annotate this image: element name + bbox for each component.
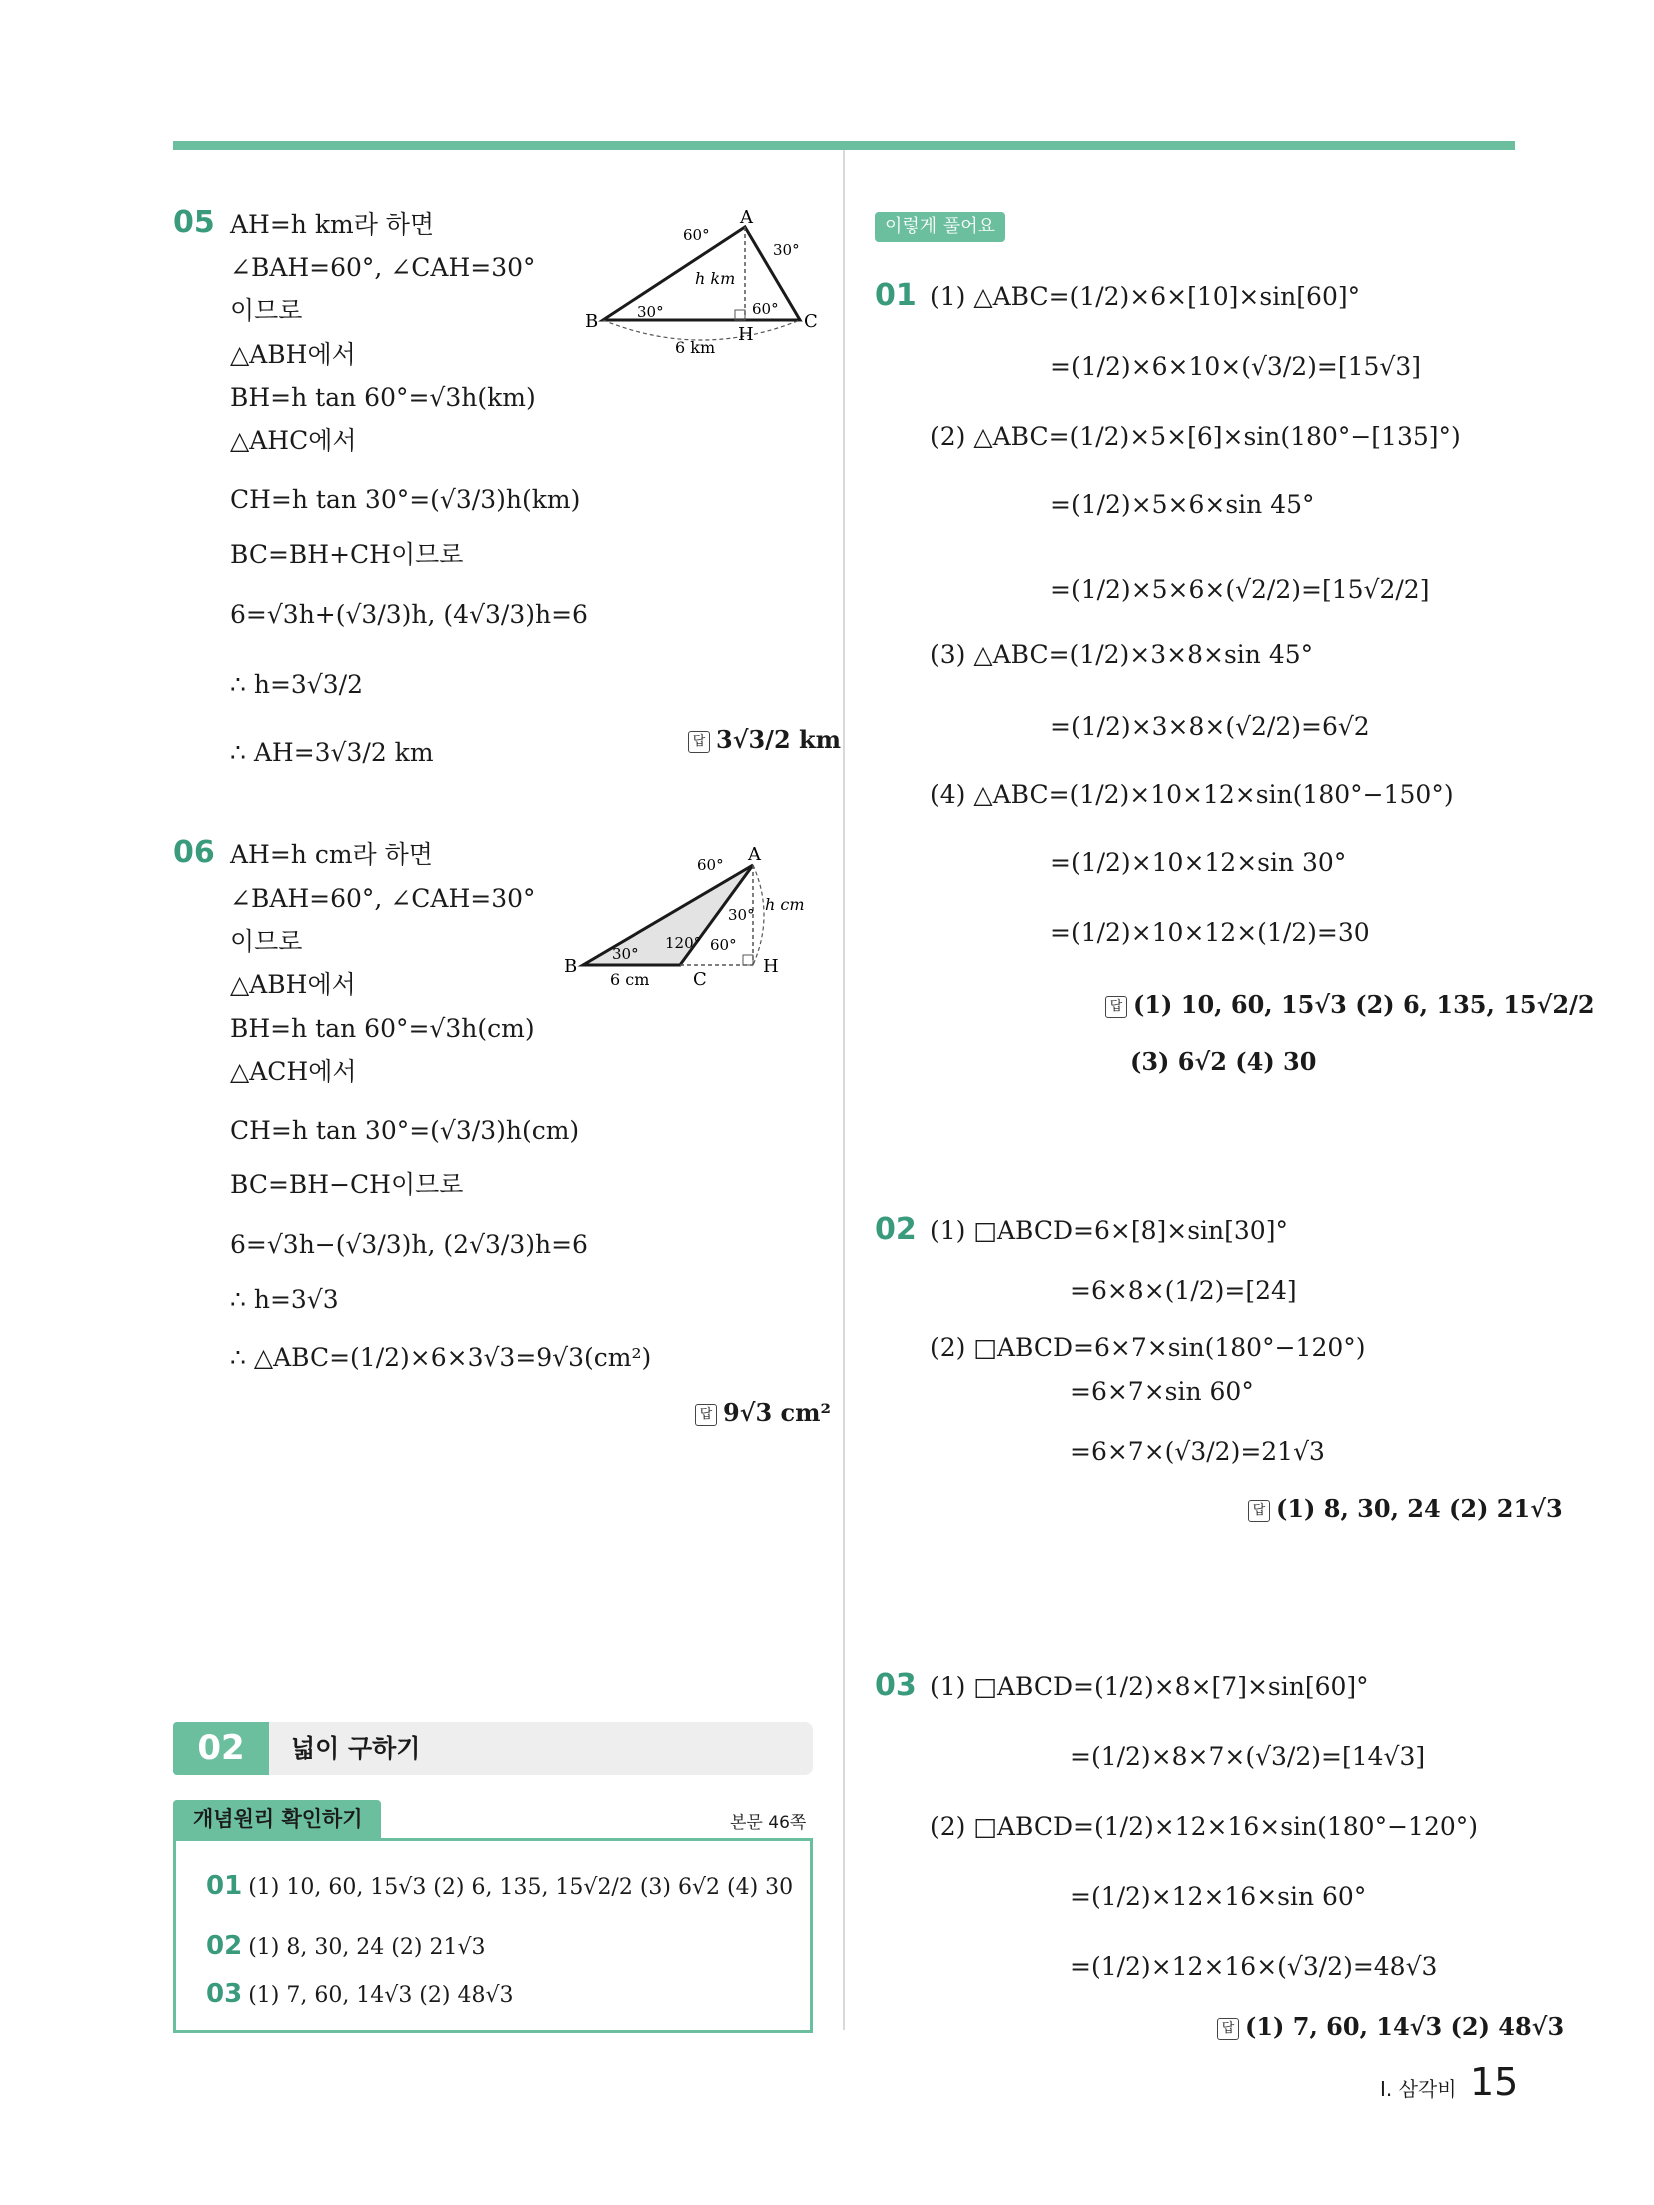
fig05-label-B: B <box>585 311 599 332</box>
p06-line: ∴ h=3√3 <box>230 1285 339 1314</box>
top-accent-bar <box>173 141 1515 150</box>
p05-triangle-figure <box>575 210 825 360</box>
p05-line: BH=h tan 60°=√3h(km) <box>230 383 536 412</box>
r01-line: (3) △ABC=(1/2)×3×8×sin 45° <box>930 640 1314 669</box>
concept-row <box>206 1931 485 1961</box>
fig06-label-B: B <box>564 956 578 977</box>
r02-answer-text: (1) 8, 30, 24 (2) 21√3 <box>1276 1494 1563 1523</box>
answer-icon: 답 <box>1217 2018 1239 2040</box>
fig05-label-H: H <box>738 324 754 345</box>
concept-row <box>206 1979 513 2009</box>
p05-line: 6=√3h+(√3/3)h, (4√3/3)h=6 <box>230 600 588 629</box>
r02-line: =6×7×sin 60° <box>1070 1377 1254 1406</box>
fig06-angle-c120: 120° <box>665 934 702 952</box>
fig06-label-C: C <box>693 969 707 990</box>
p05-line: ∴ h=3√3/2 <box>230 670 363 699</box>
fig05-label-C: C <box>804 311 818 332</box>
r01-line: =(1/2)×3×8×(√2/2)=6√2 <box>1050 712 1370 741</box>
p06-line: CH=h tan 30°=(√3/3)h(cm) <box>230 1116 580 1145</box>
p06-answer-text: 9√3 cm² <box>723 1398 832 1427</box>
p06-line: 이므로 <box>230 927 303 956</box>
section-title: 넓이 구하기 <box>269 1722 813 1775</box>
r03-line: =(1/2)×12×16×sin 60° <box>1070 1882 1367 1911</box>
r03-line: (2) □ABCD=(1/2)×12×16×sin(180°−120°) <box>930 1812 1479 1841</box>
p06-line: ∠BAH=60°, ∠CAH=30° <box>230 884 536 913</box>
fig06-angle-a30: 30° <box>728 906 755 924</box>
r01-line: =(1/2)×5×6×sin 45° <box>1050 490 1315 519</box>
r01-line: (1) △ABC=(1/2)×6×[10]×sin[60]° <box>930 282 1361 311</box>
concept-row-text: (1) 8, 30, 24 (2) 21√3 <box>248 1935 486 1960</box>
problem-05-number: 05 <box>173 205 215 240</box>
r01-line: =(1/2)×10×12×(1/2)=30 <box>1050 918 1370 947</box>
fig06-label-H: H <box>763 956 779 977</box>
fig06-angle-a60: 60° <box>697 856 724 874</box>
p06-line: 6=√3h−(√3/3)h, (2√3/3)h=6 <box>230 1230 588 1259</box>
r03-answer-text: (1) 7, 60, 14√3 (2) 48√3 <box>1245 2012 1565 2041</box>
r02-answer <box>1248 1494 1563 1523</box>
page-number: 15 <box>1470 2060 1519 2104</box>
fig06-label-A: A <box>748 844 761 865</box>
r03-answer <box>1217 2012 1564 2041</box>
r02-line: (2) □ABCD=6×7×sin(180°−120°) <box>930 1333 1366 1362</box>
p06-line: △ACH에서 <box>230 1057 357 1086</box>
r02-line: =6×8×(1/2)=[24] <box>1070 1276 1297 1305</box>
p05-line: △AHC에서 <box>230 426 357 455</box>
p06-line: BC=BH−CH이므로 <box>230 1170 464 1199</box>
problem-06-number: 06 <box>173 835 215 870</box>
concept-row-number: 01 <box>206 1871 243 1901</box>
fig06-height-label: h cm <box>765 895 805 914</box>
section-number: 02 <box>173 1722 269 1775</box>
answer-icon: 답 <box>695 1404 717 1426</box>
p05-answer <box>688 725 841 754</box>
fig05-label-A: A <box>740 210 753 228</box>
solution-02-number: 02 <box>875 1212 917 1247</box>
p06-answer <box>695 1398 831 1427</box>
p05-answer-text: 3√3/2 km <box>716 725 842 754</box>
chapter-label: I. 삼각비 <box>1380 2077 1457 2101</box>
fig06-angle-c60: 60° <box>710 936 737 954</box>
fig05-angle-c60: 60° <box>752 300 779 318</box>
p06-line: AH=h cm라 하면 <box>230 840 433 869</box>
r01-line: =(1/2)×5×6×(√2/2)=[15√2/2] <box>1050 575 1430 604</box>
concept-page-ref: 본문 46쪽 <box>730 1813 807 1833</box>
p05-line: 이므로 <box>230 296 303 325</box>
fig06-base-label: 6 cm <box>610 970 650 989</box>
r01-answer-line2: (3) 6√2 (4) 30 <box>1130 1047 1317 1076</box>
p05-line: ∴ AH=3√3/2 km <box>230 738 434 767</box>
r01-line: (4) △ABC=(1/2)×10×12×sin(180°−150°) <box>930 780 1454 809</box>
concept-box-header: 개념원리 확인하기 <box>173 1800 381 1838</box>
r02-line: =6×7×(√3/2)=21√3 <box>1070 1437 1325 1466</box>
r01-answer-text: (1) 10, 60, 15√3 (2) 6, 135, 15√2/2 <box>1133 990 1595 1019</box>
solution-tag: 이렇게 풀어요 <box>875 212 1005 242</box>
concept-answer-box <box>173 1838 813 2033</box>
concept-row-number: 03 <box>206 1979 243 2009</box>
concept-row-text: (1) 10, 60, 15√3 (2) 6, 135, 15√2/2 (3) 6√2 (4) 30 <box>248 1875 794 1900</box>
fig05-base-label: 6 km <box>675 338 716 357</box>
r03-line: (1) □ABCD=(1/2)×8×[7]×sin[60]° <box>930 1672 1369 1701</box>
solution-03-number: 03 <box>875 1668 917 1703</box>
r01-line: =(1/2)×6×10×(√3/2)=[15√3] <box>1050 352 1422 381</box>
fig05-angle-a60: 60° <box>683 226 710 244</box>
solution-01-number: 01 <box>875 278 917 313</box>
p06-triangle-figure <box>560 840 830 990</box>
fig05-height-label: h km <box>695 269 736 288</box>
answer-icon: 답 <box>1248 1500 1270 1522</box>
r03-line: =(1/2)×8×7×(√3/2)=[14√3] <box>1070 1742 1426 1771</box>
r01-answer-line1 <box>1105 990 1595 1019</box>
fig06-angle-b30: 30° <box>612 945 639 963</box>
r02-line: (1) □ABCD=6×[8]×sin[30]° <box>930 1216 1288 1245</box>
p06-line: ∴ △ABC=(1/2)×6×3√3=9√3(cm²) <box>230 1343 652 1372</box>
p05-line: CH=h tan 30°=(√3/3)h(km) <box>230 485 581 514</box>
p05-line: △ABH에서 <box>230 340 356 369</box>
r01-line: =(1/2)×10×12×sin 30° <box>1050 848 1347 877</box>
r01-line: (2) △ABC=(1/2)×5×[6]×sin(180°−[135]°) <box>930 422 1461 451</box>
concept-row-number: 02 <box>206 1931 243 1961</box>
answer-icon: 답 <box>1105 996 1127 1018</box>
p06-line: BH=h tan 60°=√3h(cm) <box>230 1014 535 1043</box>
p05-line: BC=BH+CH이므로 <box>230 540 464 569</box>
concept-row <box>206 1871 793 1901</box>
p05-line: AH=h km라 하면 <box>230 210 435 239</box>
p05-line: ∠BAH=60°, ∠CAH=30° <box>230 253 536 282</box>
fig05-angle-a30: 30° <box>773 241 800 259</box>
r03-line: =(1/2)×12×16×(√3/2)=48√3 <box>1070 1952 1438 1981</box>
concept-row-text: (1) 7, 60, 14√3 (2) 48√3 <box>248 1983 514 2008</box>
fig05-angle-b30: 30° <box>637 303 664 321</box>
column-divider <box>843 150 845 2030</box>
answer-icon: 답 <box>688 731 710 753</box>
p06-line: △ABH에서 <box>230 970 356 999</box>
